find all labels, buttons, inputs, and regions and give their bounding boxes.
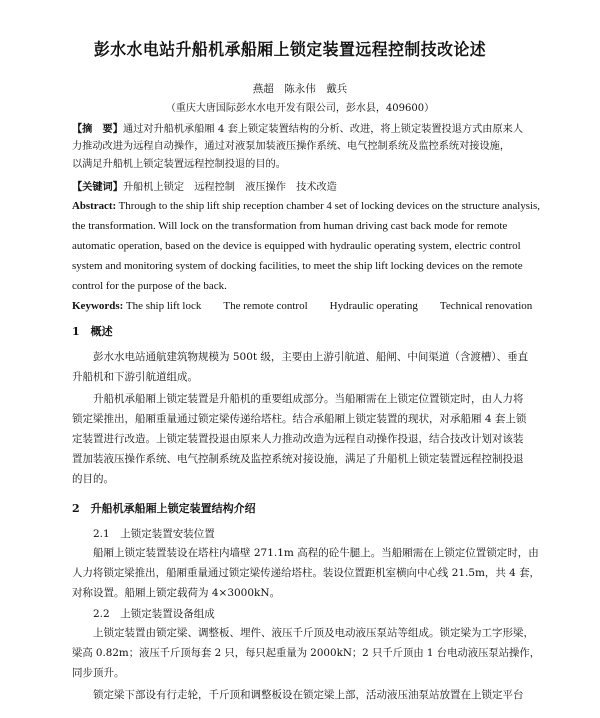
- abstract-en-line: control for the purpose of the back.: [72, 280, 227, 292]
- body-line: 升船机承船厢上锁定装置是升船机的重要组成部分。当船厢需在上锁定位置锁定时，由人力将: [72, 393, 524, 405]
- abstract-cn-line: 【摘 要】通过对升船机承船厢 4 套上锁定装置结构的分析、改进，将上锁定装置投退方式由原来人: [72, 123, 524, 135]
- body-line: 置加装液压操作系统、电气控制系统及监控系统对接设施，满足了升船机上锁定装置远程控制投退: [72, 453, 524, 465]
- body-line: 锁定梁下部设有行走轮，千斤顶和调整板设在锁定梁上部，活动液压油泵站放置在上锁定平台: [72, 689, 524, 701]
- body-line: 同步顶升。: [72, 667, 125, 679]
- section-heading: 2 升船机承船厢上锁定装置结构介绍: [72, 502, 256, 515]
- body-line: 升船机和下游引航道组成。: [72, 371, 198, 383]
- abstract-cn-line: 力推动改进为远程自动操作，通过对液泵加装液压操作系统、电气控制系统及监控系统对接设施，: [72, 141, 511, 152]
- section-heading: 1 概述: [72, 325, 113, 338]
- body-line: 上锁定装置由锁定梁、调整板、埋件、液压千斤顶及电动液压泵站等组成。锁定梁为工字形梁，: [72, 627, 534, 639]
- body-line: 彭水水电站通航建筑物规模为 500t 级，主要由上游引航道、船闸、中间渠道（含渡槽）、垂直: [72, 351, 529, 363]
- abstract-en-line: automatic operation, based on the device is equipped with hydraulic operating system, electric control: [72, 240, 521, 252]
- abstract-en-line: the transformation. Will lock on the transformation from human driving cast back mode for remote: [72, 220, 508, 232]
- keywords-en-label: Keywords:: [72, 300, 124, 312]
- subsection-heading: 2.1 上锁定装置安装位置: [93, 528, 215, 540]
- keywords-en: Keywords: The ship lift lock The remote control Hydraulic operating Technical renovation: [72, 300, 533, 312]
- subsection-heading: 2.2 上锁定装置设备组成: [93, 608, 215, 620]
- body-line: 定装置进行改造。上锁定装置投退由原来人力推动改造为远程自动操作投退，结合技改计划对该装: [72, 433, 524, 445]
- abstract-en-line: system and monitoring system of docking facilities, to meet the ship lift locking devices on the remote: [72, 260, 523, 272]
- abstract-en-line: Abstract: Through to the ship lift ship reception chamber 4 set of locking devices on the structure analysis,: [72, 200, 540, 212]
- keywords-cn-label: 【关键词】: [72, 181, 123, 193]
- body-line: 梁高 0.82m；液压千斤顶每套 2 只，每只起重量为 2000kN；2 只千斤顶由 1 台电动液压泵站操作，: [72, 647, 541, 659]
- author-line: 燕超 陈永伟 戴兵: [252, 83, 348, 95]
- body-line: 人力将锁定梁推出，船厢重量通过锁定梁传递给塔柱。装设位置距机室横向中心线 21.5m，共 4 套，: [72, 567, 541, 579]
- abstract-cn-line: 以满足升船机上锁定装置远程控制投退的目的。: [72, 159, 286, 170]
- body-line: 船厢上锁定装置装设在塔柱内墙壁 271.1m 高程的砼牛腿上。当船厢需在上锁定位置锁定时，由: [72, 547, 539, 559]
- abstract-cn-label: 【摘 要】: [72, 123, 123, 135]
- body-line: 对称设置。船厢上锁定载荷为 4×3000kN。: [72, 587, 281, 599]
- body-line: 的目的。: [72, 473, 114, 485]
- keywords-cn: 【关键词】升船机上锁定 远程控制 液压操作 技术改造: [72, 181, 337, 193]
- paper-title: 彭水水电站升船机承船厢上锁定装置远程控制技改论述: [93, 40, 487, 59]
- abstract-en-label: Abstract:: [72, 200, 117, 212]
- body-line: 锁定梁推出，船厢重量通过锁定梁传递给塔柱。结合承船厢上锁定装置的现状，对承船厢 4 套上锁: [72, 413, 527, 425]
- affiliation-line: （重庆大唐国际彭水水电开发有限公司，彭水县，409600）: [165, 103, 435, 114]
